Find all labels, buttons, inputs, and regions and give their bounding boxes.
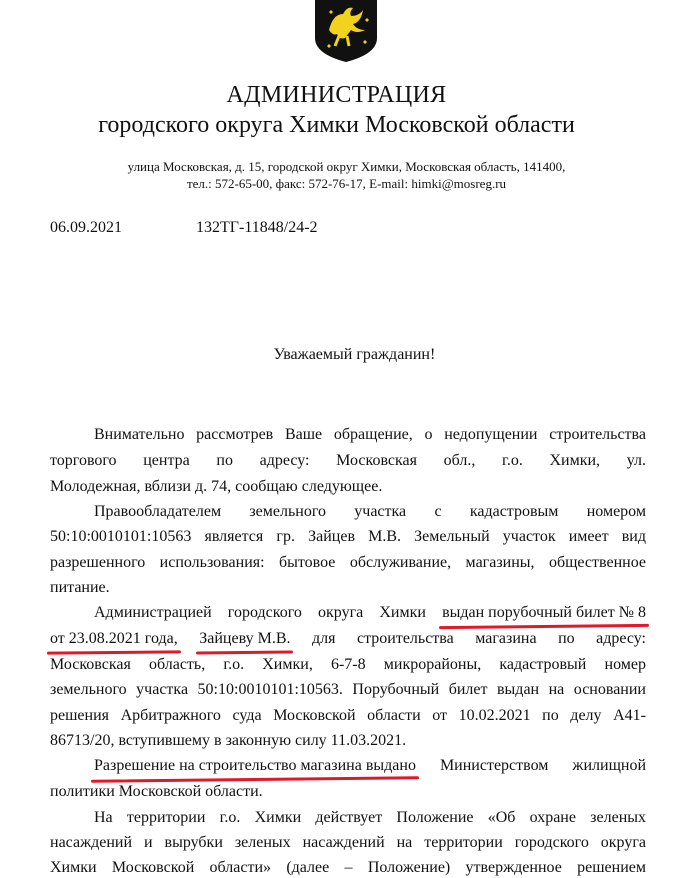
coat-of-arms-icon <box>309 0 383 62</box>
highlighted-text: Разрешение на строительство магазина выдано <box>94 757 416 774</box>
body-line: 50:10:0010101:10563 является гр. Зайцев М.В. Земельный участок имеет вид <box>50 528 646 545</box>
body-text: Администрацией городского округа Химки <box>94 604 426 621</box>
body-text: Министерством жилищной <box>439 757 647 774</box>
org-title: АДМИНИСТРАЦИЯ <box>226 82 447 108</box>
body-line: торгового центра по адресу: Московская обл., г.о. Химки, ул. <box>50 452 646 469</box>
body-line: На территории г.о. Химки действует Положение «Об охране зеленых <box>94 809 646 826</box>
body-text: для строительства магазина по адресу: <box>311 630 646 647</box>
body-line: питание. <box>50 579 110 596</box>
org-address: улица Московская, д. 15, городской округ Химки, Московская область, 141400, <box>127 159 566 174</box>
body-line <box>50 629 646 649</box>
body-line <box>94 603 646 623</box>
highlighted-text: от 23.08.2021 года, <box>50 630 178 647</box>
body-line: решения Арбитражного суда Московской области от 10.02.2021 по делу А41- <box>50 707 646 724</box>
org-contacts: тел.: 572-65-00, факс: 572-76-17, E-mail: himki@mosreg.ru <box>186 176 507 191</box>
body-line <box>94 756 646 776</box>
letter-date: 06.09.2021 <box>50 219 122 236</box>
body-line: 86713/20, вступившему в законную силу 11.03.2021. <box>50 732 407 749</box>
body-line: разрешенного использования: бытовое обслуживание, магазины, общественное <box>50 554 646 571</box>
body-line: Правообладателем земельного участка с кадастровым номером <box>94 503 646 520</box>
org-subtitle: городского округа Химки Московской области <box>98 112 575 138</box>
body-line: Внимательно рассмотрев Ваше обращение, о недопущении строительства <box>94 426 646 443</box>
body-line: Химки Московской области» (далее – Положение) утвержденное решением <box>50 859 646 876</box>
letter-reg-number: 132ТГ-11848/24-2 <box>196 219 318 236</box>
body-line: насаждений и вырубки зеленых насаждений на территории городского округа <box>50 834 646 851</box>
highlighted-text: выдан порубочный билет № 8 <box>442 604 647 621</box>
highlighted-text: Зайцеву М.В. <box>199 630 291 647</box>
body-line: Московская область, г.о. Химки, 6-7-8 микрорайоны, кадастровый номер <box>50 656 646 673</box>
body-line: политики Московской области. <box>50 783 263 800</box>
salutation: Уважаемый гражданин! <box>273 346 436 363</box>
body-line: Молодежная, вблизи д. 74, сообщаю следующее. <box>50 478 383 495</box>
body-line: земельного участка 50:10:0010101:10563. Порубочный билет выдан на основании <box>50 681 646 698</box>
